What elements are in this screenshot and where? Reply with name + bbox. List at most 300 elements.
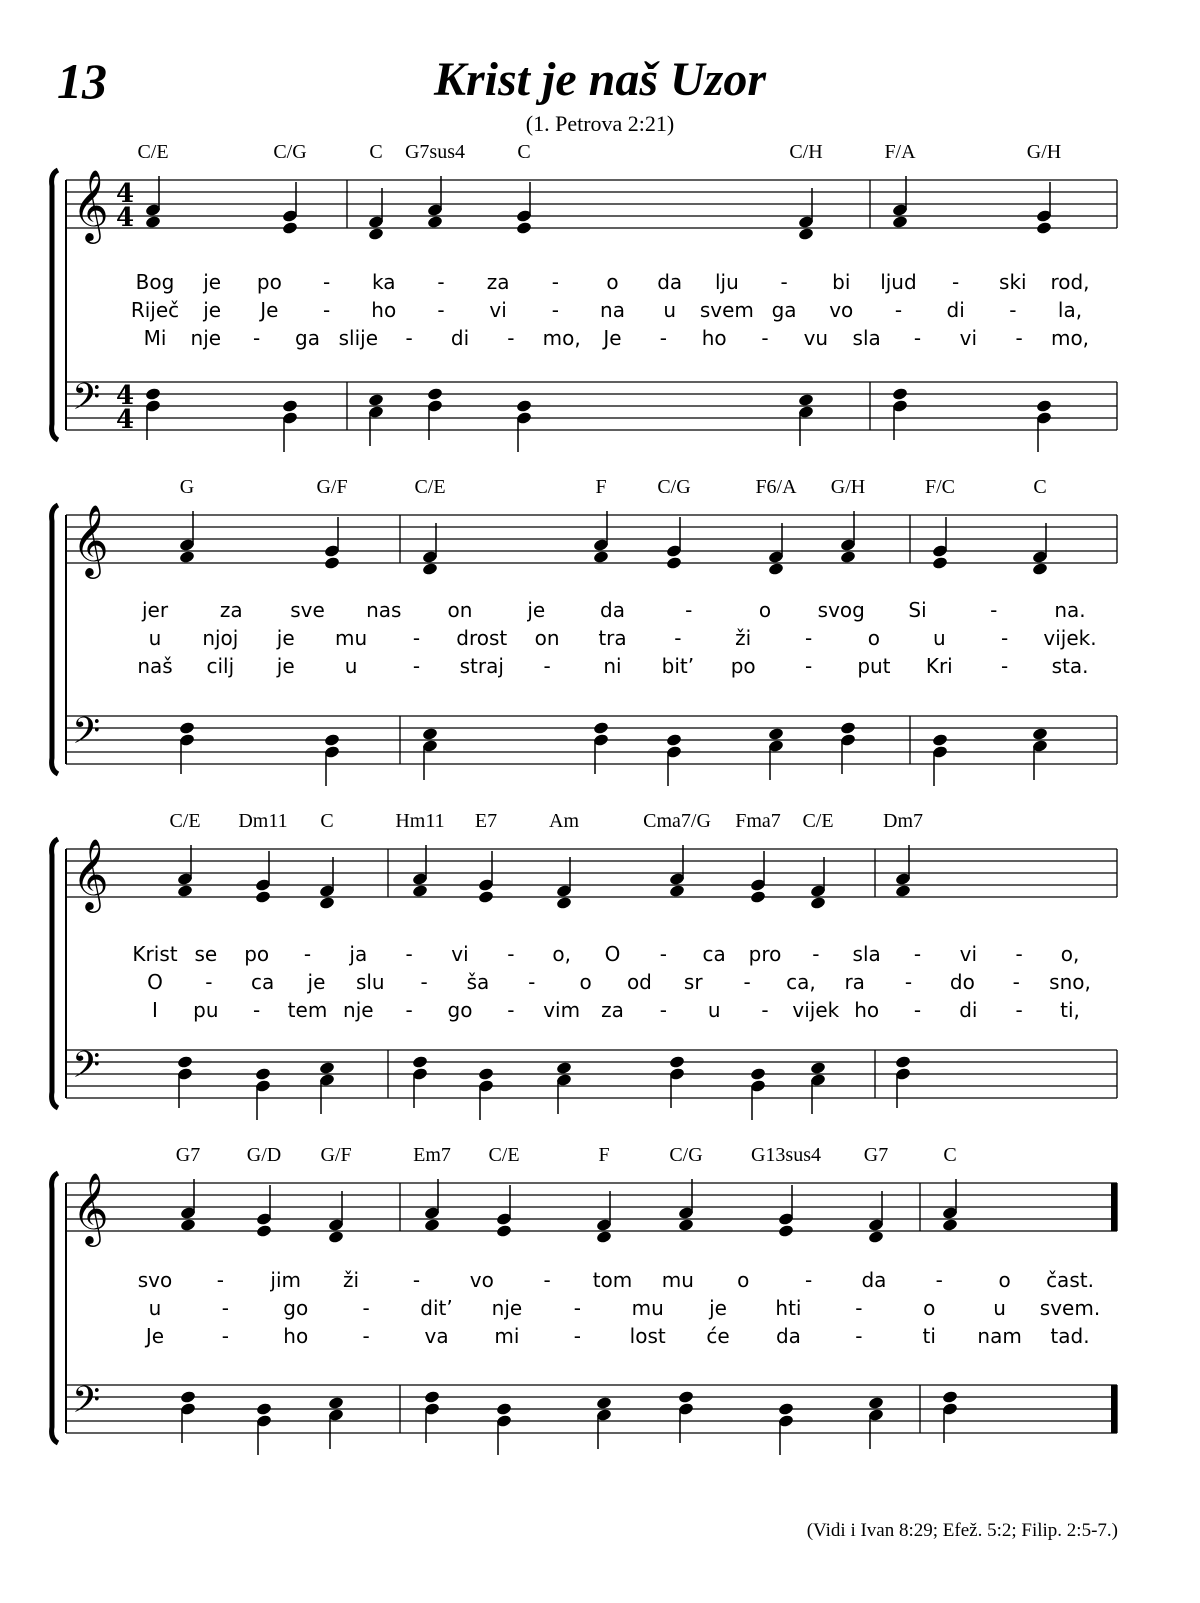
- lyric-hyphen: -: [528, 970, 536, 994]
- lyric-syllable: u: [663, 298, 677, 322]
- chord-symbol: C/E: [414, 476, 446, 498]
- chord-symbol: G/D: [246, 1144, 282, 1166]
- lyric-syllable: va: [424, 1324, 449, 1348]
- lyric-syllable: o: [923, 1296, 936, 1320]
- lyric-hyphen: -: [855, 1296, 863, 1320]
- lyric-syllable: na.: [1054, 598, 1086, 622]
- lyric-syllable: na: [600, 298, 625, 322]
- treble-notehead: [868, 1230, 885, 1244]
- treble-notehead: [255, 890, 272, 904]
- lyric-syllable: svo: [137, 1268, 173, 1292]
- lyric-syllable: tra: [598, 626, 627, 650]
- treble-notehead: [593, 550, 610, 564]
- lyric-hyphen: -: [412, 654, 421, 678]
- lyric-syllable: ti: [922, 1324, 936, 1348]
- bass-notehead: [798, 393, 815, 407]
- lyric-syllable: rod,: [1050, 270, 1090, 294]
- bass-notehead: [669, 1055, 686, 1069]
- lyric-syllable: da: [600, 598, 625, 622]
- scripture-reference: (1. Petrova 2:21): [525, 111, 675, 136]
- treble-notehead: [1032, 562, 1049, 576]
- lyric-syllable: ljud: [880, 270, 917, 294]
- lyric-syllable: sno,: [1049, 970, 1091, 994]
- chord-symbol: Dm7: [883, 810, 923, 832]
- chord-symbol: C: [943, 1144, 957, 1166]
- bass-notehead: [282, 399, 299, 413]
- treble-clef-icon: 𝄞: [72, 503, 109, 576]
- chord-symbol: G: [179, 476, 195, 498]
- chord-symbol: C/G: [273, 141, 307, 163]
- lyric-hyphen: -: [303, 942, 312, 966]
- treble-notehead: [678, 1218, 695, 1232]
- lyric-hyphen: -: [551, 270, 559, 294]
- treble-notehead: [942, 1218, 959, 1232]
- lyric-syllable: svog: [817, 598, 865, 622]
- lyric-syllable: je: [203, 270, 222, 294]
- lyric-hyphen: -: [573, 1296, 581, 1320]
- lyric-syllable: u: [932, 626, 946, 650]
- lyric-hyphen: -: [412, 626, 421, 650]
- chord-symbol: Em7: [413, 1144, 451, 1166]
- lyric-syllable: nam: [977, 1324, 1022, 1348]
- lyric-syllable: naš: [137, 654, 173, 678]
- lyric-hyphen: -: [543, 654, 551, 678]
- lyric-syllable: od: [626, 970, 652, 994]
- lyric-syllable: sr: [683, 970, 703, 994]
- chord-symbol: F/C: [924, 476, 956, 498]
- lyric-syllable: ho: [283, 1324, 309, 1348]
- lyric-syllable: ho: [371, 298, 397, 322]
- lyric-syllable: vijek.: [1043, 626, 1097, 650]
- time-signature-top: 4: [116, 381, 135, 411]
- lyric-syllable: O: [147, 970, 163, 994]
- lyric-syllable: Je: [260, 298, 279, 322]
- lyric-syllable: ži: [735, 626, 752, 650]
- system-bracket: [52, 170, 58, 440]
- lyric-syllable: go: [447, 998, 473, 1022]
- lyric-syllable: Je: [603, 326, 622, 350]
- bass-notehead: [1036, 399, 1053, 413]
- lyric-syllable: o: [737, 1268, 750, 1292]
- lyric-syllable: drost: [456, 626, 508, 650]
- lyric-syllable: vu: [803, 326, 829, 350]
- lyric-syllable: di: [959, 998, 978, 1022]
- system-bracket: [52, 1173, 58, 1443]
- bass-notehead: [678, 1390, 695, 1404]
- lyric-syllable: vo: [469, 1268, 494, 1292]
- lyric-syllable: da: [775, 1324, 801, 1348]
- lyric-syllable: nje: [190, 326, 222, 350]
- lyric-hyphen: -: [855, 1324, 863, 1348]
- lyric-syllable: put: [857, 654, 891, 678]
- lyric-syllable: hti: [775, 1296, 802, 1320]
- lyric-hyphen: -: [1015, 942, 1023, 966]
- lyric-syllable: ra: [844, 970, 865, 994]
- treble-notehead: [427, 215, 444, 229]
- lyric-hyphen: -: [1009, 298, 1017, 322]
- chord-symbol: G/H: [830, 476, 866, 498]
- lyric-syllable: tem: [287, 998, 328, 1022]
- chord-symbol: C: [320, 810, 334, 832]
- chord-symbol: Fma7: [735, 810, 781, 832]
- lyric-syllable: on: [534, 626, 560, 650]
- lyric-syllable: mu: [334, 626, 368, 650]
- lyric-hyphen: -: [685, 598, 693, 622]
- lyric-hyphen: -: [761, 998, 769, 1022]
- chord-symbol: Am: [549, 810, 579, 832]
- lyric-syllable: je: [527, 598, 546, 622]
- chord-symbol: G7: [175, 1144, 201, 1166]
- lyric-syllable: svem.: [1039, 1296, 1101, 1320]
- treble-notehead: [778, 1224, 795, 1238]
- lyric-syllable: mo,: [1050, 326, 1090, 350]
- chord-symbol: C: [1033, 476, 1047, 498]
- lyric-syllable: tad.: [1050, 1324, 1090, 1348]
- footer-references: (Vidi i Ivan 8:29; Efež. 5:2; Filip. 2:5-7.): [806, 1520, 1118, 1541]
- bass-notehead: [324, 733, 341, 747]
- treble-notehead: [424, 1218, 441, 1232]
- treble-notehead: [666, 556, 683, 570]
- bass-notehead: [145, 387, 162, 401]
- lyric-syllable: bi: [832, 270, 851, 294]
- lyric-hyphen: -: [543, 1268, 551, 1292]
- lyric-syllable: njoj: [202, 626, 239, 650]
- lyric-hyphen: -: [659, 942, 667, 966]
- chord-symbol: C/G: [669, 1144, 703, 1166]
- lyric-hyphen: -: [322, 298, 331, 322]
- lyric-hyphen: -: [437, 270, 445, 294]
- treble-notehead: [496, 1224, 513, 1238]
- system-bracket: [52, 505, 58, 774]
- lyric-hyphen: -: [812, 942, 820, 966]
- lyric-hyphen: -: [990, 598, 998, 622]
- bass-notehead: [427, 387, 444, 401]
- lyric-syllable: Je: [145, 1324, 165, 1348]
- lyric-syllable: sve: [290, 598, 325, 622]
- bass-notehead: [596, 1396, 613, 1410]
- lyric-syllable: je: [307, 970, 326, 994]
- bass-clef-icon: 𝄢: [72, 376, 101, 427]
- lyric-hyphen: -: [362, 1324, 370, 1348]
- treble-notehead: [324, 556, 341, 570]
- treble-notehead: [669, 884, 686, 898]
- bass-clef-icon: 𝄢: [72, 1379, 101, 1430]
- lyric-syllable: u: [993, 1296, 1006, 1320]
- lyric-syllable: Riječ: [130, 298, 180, 322]
- lyric-syllable: cilj: [206, 654, 235, 678]
- lyric-hyphen: -: [573, 1324, 581, 1348]
- lyric-syllable: mi: [494, 1324, 520, 1348]
- bass-notehead: [424, 1390, 441, 1404]
- lyric-syllable: ja: [349, 942, 368, 966]
- treble-notehead: [798, 227, 815, 241]
- treble-notehead: [256, 1224, 273, 1238]
- lyric-hyphen: -: [1012, 970, 1020, 994]
- lyric-syllable: vi: [451, 942, 469, 966]
- chord-symbol: Cma7/G: [643, 810, 711, 832]
- lyric-syllable: je: [709, 1296, 727, 1320]
- lyric-hyphen: -: [659, 998, 667, 1022]
- lyric-syllable: u: [148, 626, 162, 650]
- bass-notehead: [868, 1396, 885, 1410]
- lyric-hyphen: -: [437, 298, 445, 322]
- bass-notehead: [180, 1390, 197, 1404]
- lyric-syllable: je: [276, 626, 295, 650]
- treble-notehead: [840, 550, 857, 564]
- lyric-syllable: ga: [295, 326, 320, 350]
- lyric-syllable: di: [946, 298, 965, 322]
- chord-symbol: F: [598, 1144, 610, 1166]
- lyric-syllable: o,: [1060, 942, 1080, 966]
- chord-symbol: G/F: [316, 476, 348, 498]
- lyric-syllable: nas: [366, 598, 402, 622]
- lyric-syllable: slu: [355, 970, 385, 994]
- chord-symbol: C/E: [137, 141, 169, 163]
- lyric-syllable: u: [707, 998, 721, 1022]
- chord-symbol: C: [517, 141, 531, 163]
- lyric-syllable: vi: [489, 298, 507, 322]
- lyric-hyphen: -: [221, 1324, 229, 1348]
- lyric-syllable: za: [486, 270, 510, 294]
- bass-notehead: [895, 1055, 912, 1069]
- lyric-hyphen: -: [405, 998, 413, 1022]
- treble-notehead: [596, 1230, 613, 1244]
- lyric-syllable: go: [283, 1296, 309, 1320]
- bass-notehead: [942, 1390, 959, 1404]
- treble-notehead: [412, 884, 429, 898]
- lyric-hyphen: -: [804, 626, 813, 650]
- lyric-hyphen: -: [913, 998, 922, 1022]
- lyric-syllable: ni: [603, 654, 622, 678]
- bass-notehead: [892, 387, 909, 401]
- lyric-syllable: slije: [338, 326, 379, 350]
- treble-notehead: [932, 556, 949, 570]
- lyric-syllable: Krist: [132, 942, 178, 966]
- lyric-syllable: vijek: [792, 998, 840, 1022]
- bass-notehead: [179, 721, 196, 735]
- lyric-hyphen: -: [743, 970, 751, 994]
- lyric-syllable: o: [758, 598, 772, 622]
- lyric-syllable: je: [203, 298, 222, 322]
- lyric-syllable: pu: [193, 998, 219, 1022]
- treble-notehead: [282, 221, 299, 235]
- bass-notehead: [778, 1402, 795, 1416]
- lyric-syllable: u: [344, 654, 358, 678]
- lyric-syllable: tom: [592, 1268, 633, 1292]
- lyric-hyphen: -: [1015, 998, 1023, 1022]
- lyric-syllable: dit’: [420, 1296, 453, 1320]
- treble-notehead: [422, 562, 439, 576]
- lyric-syllable: za: [601, 998, 624, 1022]
- lyric-hyphen: -: [780, 270, 788, 294]
- lyric-hyphen: -: [507, 326, 515, 350]
- bass-notehead: [319, 1061, 336, 1075]
- lyric-hyphen: -: [551, 298, 559, 322]
- lyric-syllable: sla: [852, 942, 881, 966]
- lyric-hyphen: -: [659, 326, 667, 350]
- treble-notehead: [368, 227, 385, 241]
- lyric-hyphen: -: [420, 970, 428, 994]
- bass-notehead: [1032, 727, 1049, 741]
- lyric-syllable: pro: [748, 942, 782, 966]
- lyric-hyphen: -: [1015, 326, 1023, 350]
- lyric-syllable: je: [276, 654, 295, 678]
- chord-symbol: Dm11: [238, 810, 288, 832]
- lyric-hyphen: -: [322, 270, 331, 294]
- chord-symbol: C/G: [657, 476, 691, 498]
- time-signature-bottom: 4: [116, 203, 135, 233]
- bass-notehead: [768, 727, 785, 741]
- lyric-syllable: I: [152, 998, 158, 1022]
- time-signature-top: 4: [116, 179, 135, 209]
- bass-notehead: [593, 721, 610, 735]
- lyric-syllable: jim: [270, 1268, 302, 1292]
- lyric-syllable: po: [244, 942, 270, 966]
- bass-notehead: [932, 733, 949, 747]
- final-barline: [1111, 1183, 1117, 1231]
- lyric-syllable: ca,: [786, 970, 816, 994]
- lyric-syllable: ži: [343, 1268, 360, 1292]
- lyric-hyphen: -: [904, 970, 913, 994]
- chord-symbol: G/H: [1026, 141, 1062, 163]
- lyric-syllable: ho: [854, 998, 880, 1022]
- bass-notehead: [750, 1067, 767, 1081]
- chord-symbol: C/E: [169, 810, 201, 832]
- bass-notehead: [478, 1067, 495, 1081]
- lyric-hyphen: -: [205, 970, 213, 994]
- lyric-syllable: po: [730, 654, 756, 678]
- lyric-syllable: će: [706, 1324, 730, 1348]
- chord-symbol: F/A: [884, 141, 916, 163]
- lyric-syllable: do: [949, 970, 975, 994]
- lyric-syllable: bit’: [661, 654, 695, 678]
- chord-symbol: C/E: [488, 1144, 520, 1166]
- lyric-syllable: o,: [552, 942, 571, 966]
- lyric-syllable: Bog: [135, 270, 175, 294]
- lyric-hyphen: -: [221, 1296, 229, 1320]
- bass-notehead: [256, 1402, 273, 1416]
- lyric-syllable: o: [998, 1268, 1011, 1292]
- treble-notehead: [516, 221, 533, 235]
- lyric-hyphen: -: [674, 626, 682, 650]
- bass-notehead: [255, 1067, 272, 1081]
- lyric-syllable: vi: [959, 326, 978, 350]
- treble-notehead: [328, 1230, 345, 1244]
- chord-symbol: C/H: [789, 141, 823, 163]
- lyric-syllable: Si: [908, 598, 927, 622]
- bass-notehead: [556, 1061, 573, 1075]
- lyric-syllable: ti,: [1060, 998, 1080, 1022]
- chord-symbol: Hm11: [395, 810, 445, 832]
- lyric-hyphen: -: [1001, 654, 1009, 678]
- treble-notehead: [180, 1218, 197, 1232]
- lyric-syllable: sla: [852, 326, 881, 350]
- lyric-hyphen: -: [405, 942, 413, 966]
- lyric-hyphen: -: [913, 942, 922, 966]
- final-barline: [1111, 1385, 1117, 1433]
- lyric-syllable: nje: [491, 1296, 523, 1320]
- lyric-syllable: straj: [459, 654, 504, 678]
- lyric-syllable: vi: [959, 942, 978, 966]
- treble-notehead: [556, 896, 573, 910]
- lyric-syllable: se: [194, 942, 218, 966]
- bass-notehead: [328, 1396, 345, 1410]
- lyric-syllable: Kri: [925, 654, 953, 678]
- lyric-hyphen: -: [894, 298, 903, 322]
- bass-notehead: [368, 393, 385, 407]
- treble-clef-icon: 𝄞: [72, 837, 109, 910]
- bass-notehead: [840, 721, 857, 735]
- chord-symbol: C/E: [802, 810, 834, 832]
- lyric-syllable: di: [450, 326, 470, 350]
- lyric-syllable: la,: [1057, 298, 1083, 322]
- lyric-syllable: vim: [543, 998, 581, 1022]
- lyric-hyphen: -: [1001, 626, 1009, 650]
- lyric-syllable: čast.: [1046, 1268, 1094, 1292]
- song-title: Krist je naš Uzor: [433, 53, 767, 106]
- lyric-hyphen: -: [935, 1268, 943, 1292]
- lyric-syllable: on: [447, 598, 473, 622]
- lyric-hyphen: -: [253, 326, 261, 350]
- hymn-number: 13: [57, 53, 107, 109]
- chord-symbol: C: [369, 141, 383, 163]
- lyric-syllable: mo,: [542, 326, 581, 350]
- lyric-syllable: ka: [372, 270, 396, 294]
- treble-notehead: [319, 896, 336, 910]
- bass-notehead: [496, 1402, 513, 1416]
- treble-notehead: [145, 215, 162, 229]
- lyric-syllable: vo: [829, 298, 854, 322]
- lyric-hyphen: -: [507, 998, 515, 1022]
- treble-notehead: [1036, 221, 1053, 235]
- lyric-syllable: Mi: [143, 326, 167, 350]
- lyric-syllable: ski: [999, 270, 1027, 294]
- chord-symbol: G7sus4: [404, 141, 466, 163]
- lyric-hyphen: -: [362, 1296, 370, 1320]
- chord-symbol: E7: [474, 810, 498, 832]
- lyric-syllable: o: [606, 270, 619, 294]
- lyric-hyphen: -: [412, 1268, 421, 1292]
- lyric-syllable: da: [861, 1268, 887, 1292]
- lyric-syllable: po: [256, 270, 282, 294]
- system-bracket: [52, 839, 58, 1108]
- lyric-syllable: ho: [701, 326, 727, 350]
- time-signature-bottom: 4: [116, 405, 135, 435]
- lyric-hyphen: -: [507, 942, 515, 966]
- lyric-hyphen: -: [804, 654, 813, 678]
- treble-notehead: [478, 890, 495, 904]
- lyric-syllable: jer: [141, 598, 169, 622]
- lyric-syllable: ca: [251, 970, 275, 994]
- lyric-syllable: za: [219, 598, 243, 622]
- lyric-syllable: sta.: [1051, 654, 1089, 678]
- lyric-syllable: O: [604, 942, 621, 966]
- bass-clef-icon: 𝄢: [72, 1044, 101, 1095]
- treble-notehead: [810, 896, 827, 910]
- lyric-syllable: ga: [771, 298, 797, 322]
- lyric-hyphen: -: [216, 1268, 224, 1292]
- bass-notehead: [516, 399, 533, 413]
- bass-notehead: [177, 1055, 194, 1069]
- lyric-syllable: o: [867, 626, 881, 650]
- bass-clef-icon: 𝄢: [72, 710, 101, 761]
- treble-notehead: [179, 550, 196, 564]
- lyric-hyphen: -: [804, 1268, 813, 1292]
- bass-notehead: [422, 727, 439, 741]
- lyric-syllable: ša: [466, 970, 490, 994]
- lyric-hyphen: -: [405, 326, 413, 350]
- treble-notehead: [750, 890, 767, 904]
